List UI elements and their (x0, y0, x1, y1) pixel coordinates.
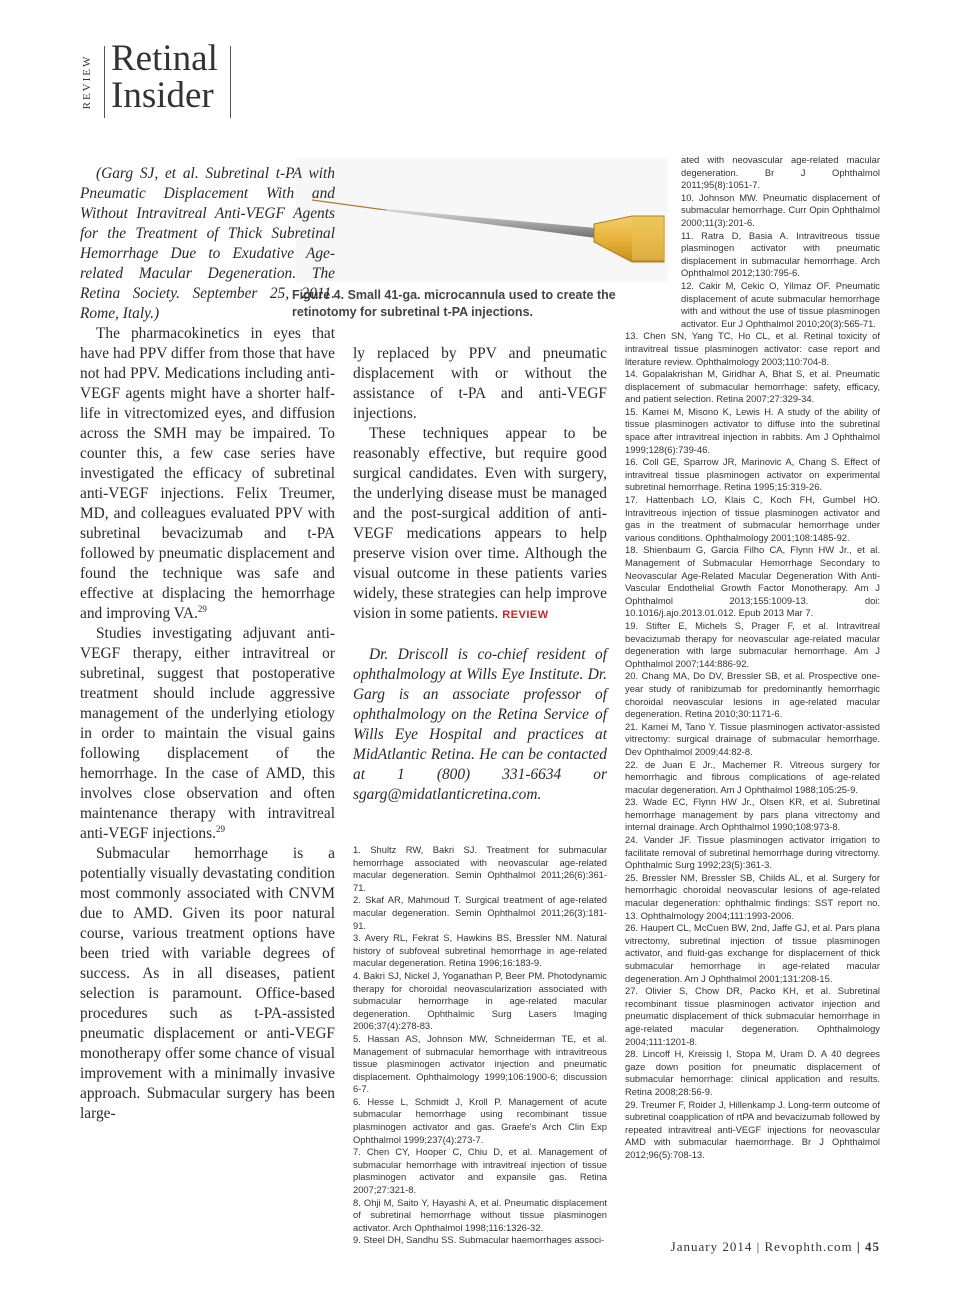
page-footer (671, 1239, 880, 1255)
reference-item: 29. Treumer F, Roider J, Hillenkamp J. Long-term outcome of subretinal coapplication of rtPA and bevacizumab followed by repeated intravitreal anti-VEGF injections for neovascular AMD with submacular haemorrhage. Br J Ophthalmol 2012;96(5):708-13. (625, 1098, 880, 1160)
body-paragraph: Studies investigating adjuvant anti-VEGF therapy, either intravitreal or subretinal, suggest that postoperative treatment should include aggressive management of the underlying etiology in order to maintain the visual gains following displacement of the hemorrhage. In the case of AMD, this involves close observation and often maintenance therapy with intravitreal anti-VEGF injections.$^{29}$ (80, 625, 335, 842)
references-list-col3 (625, 154, 880, 1162)
reference-item: 2. Skaf AR, Mahmoud T. Surgical treatment of age-related macular degeneration. Semin Ophthalmol 2011;26(3):181-91. (353, 894, 607, 931)
website-link[interactable]: Revophth.com (764, 1239, 853, 1254)
reference-item: 13. Chen SN, Yang TC, Ho CL, et al. Retinal toxicity of intravitreal tissue plasminogen activator: case report and literature review. Ophthalmology 2003;110:704-8. (625, 330, 880, 367)
reference-item: 18. Shienbaum G, Garcia Filho CA, Flynn HW Jr., et al. Management of Submacular Hemorrhage Secondary to Neovascular Age-Related Macular Degeneration With Anti-Vascular Endothelial Growth Factor Monotherapy. Am J Ophthalmol 2013;155:1009-13. doi: 10.1016/j.ajo.2013.01.012. Epub 2013 Mar 7. (625, 544, 880, 619)
reference-item: 9. Steel DH, Sandhu SS. Submacular haemorrhages associ- (353, 1234, 605, 1246)
reference-item: 23. Wade EC, Flynn HW Jr., Olsen KR, et al. Subretinal hemorrhage management by pars plana vitrectomy and internal drainage. Arch Ophthalmol 1990;108:973-8. (625, 796, 880, 833)
reference-item: 21. Kamei M, Tano Y. Tissue plasminogen activator-assisted vitrectomy: surgical drainage of submacular hemorrhage. Dev Ophthalmol 2009;44:82-8. (625, 720, 880, 757)
body-paragraph: Submacular hemorrhage is a potentially visually devastating condition most commonly associated with CNVM due to AMD. Given its poor natural course, various treatment options have been tried with variable degrees of success. As in all diseases, patient selection is paramount. Office-based procedures such as t-PA-assisted pneumatic displacement or anti-VEGF monotherapy offer some chance of visual improvement with a minimally invasive approach. Submacular surgery has been large- (80, 845, 335, 1122)
reference-item: 28. Lincoff H, Kreissig I, Stopa M, Uram D. A 40 degrees gaze down position for pneumatic displacement of submacular hemorrhage: clinical application and results. Retina 2008;28:56-9. (625, 1048, 880, 1097)
header-divider-left (104, 46, 105, 118)
issue-date: January 2014 (670, 1239, 753, 1254)
header-divider-right (230, 46, 231, 118)
citation-paragraph: (Garg SJ, et al. Subretinal t-PA with Pneumatic Displacement With and Without Intravitreal Anti-VEGF Agents for the Treatment of Thick Subretinal Hemorrhage Due to Exudative Age-related Macular Degeneration. The Retina Society. September 25, 2011. Rome, Italy.) (80, 165, 335, 322)
section-tag: REVIEW (81, 54, 93, 109)
end-of-article-mark: REVIEW (502, 609, 549, 621)
reference-item: ated with neovascular age-related macular degeneration. Br J Ophthalmol 2011;95(8):1051-7. (681, 154, 880, 191)
reference-item: 24. Vander JF. Tissue plasminogen activator irrigation to facilitate removal of subretinal hemorrhage during vitrectomy. Ophthalmic Surg 1992;23(5):361-3. (625, 834, 880, 871)
reference-item: 12. Cakir M, Cekic O, Yilmaz OF. Pneumatic displacement of acute submacular hemorrhage with and without the use of tissue plasminogen activator. Eur J Ophthalmol 2010;20(3):565-71. (681, 279, 880, 329)
figure-microcannula-image (296, 158, 668, 282)
reference-item: 25. Bressler NM, Bressler SB, Childs AL, et al. Surgery for hemorrhagic choroidal neovascular lesions of age-related macular degeneration: ophthalmic findings: SST report no. 13. Ophthalmology 2004;111:1993-2006. (625, 871, 880, 921)
reference-item: 20. Chang MA, Do DV, Bressler SB, et al. Prospective one-year study of ranibizumab for predominantly hemorrhagic choroidal neovascular lesions in age-related macular degeneration. Retina 2010;30:1171-6. (625, 670, 880, 720)
reference-item: 10. Johnson MW. Pneumatic displacement of submacular hemorrhage. Curr Opin Ophthalmol 2000;11(3):201-6. (681, 191, 880, 228)
author-bio: Dr. Driscoll is co-chief resident of ophthalmology at Wills Eye Institute. Dr. Garg is an associate professor of ophthalmology on the Retina Service of Wills Eye Hospital and practices at MidAtlantic Retina. He can be contacted at 1 (800) 331-6634 or sgarg@midatlanticretina.com. (353, 646, 607, 803)
figure-caption: Figure 4. Small 41-ga. microcannula used to create the retinotomy for subretinal t-PA injections. (292, 288, 616, 319)
body-paragraph: These techniques appear to be reasonably effective, but require good surgical candidates. Even with surgery, the underlying disease must be managed and the post-surgical addition of anti-VEGF medications appears to help preserve vision over time. Although the visual outcome in these patients varies widely, these strategies can help improve vision in some patients. REVIEW (353, 425, 607, 622)
reference-item: 17. Hattenbach LO, Klais C, Koch FH, Gumbel HO. Intravitreous injection of tissue plasminogen activator and gas in the treatment of submacular hemorrhage under various conditions. Ophthalmology 2001;108:1485-92. (625, 494, 880, 543)
reference-item: 26. Haupert CL, McCuen BW, 2nd, Jaffe GJ, et al. Pars plana vitrectomy, subretinal injection of tissue plasminogen activator, and fluid-gas exchange for displacement of thick submacular hemorrhage in age-related macular degeneration. Am J Ophthalmol 2001;131:208-15. (625, 922, 880, 984)
references-list-col2 (353, 844, 607, 1247)
footer-separator: | (756, 1239, 761, 1254)
department-title-line1: Retinal (111, 38, 218, 79)
reference-item: 7. Chen CY, Hooper C, Chiu D, et al. Management of submacular hemorrhage with intravitreal injection of tissue plasminogen activator and expansile gas. Retina 2007;27:321-8. (353, 1146, 607, 1196)
references-beside-figure (625, 154, 880, 330)
reference-item: 15. Kamei M, Misono K, Lewis H. A study of the ability of tissue plasminogen activator to diffuse into the subretinal space after intravitreal injection in rabbits. Am J Ophthalmol 1999;128(6):739-46. (625, 405, 880, 455)
reference-item: 19. Stifter E, Michels S, Prager F, et al. Intravitreal bevacizumab therapy for neovascular age-related macular degeneration with large submacular hemorrhage. Am J Ophthalmol 2007;144:886-92. (625, 619, 880, 669)
reference-item: 11. Ratra D, Basia A. Intravitreous tissue plasminogen activator with pneumatic displacement in submacular hemorrhage. Arch Ophthalmol 2012;130:795-6. (681, 229, 880, 279)
reference-item: 3. Avery RL, Fekrat S, Hawkins BS, Bressler NM. Natural history of subfoveal subretinal hemorrhage in age-related macular degeneration. Retina 1996;16:183-9. (353, 932, 607, 969)
body-column-2 (353, 344, 607, 805)
reference-item: 1. Shultz RW, Bakri SJ. Treatment for submacular hemorrhage associated with neovascular age-related macular degeneration. Semin Ophthalmol 2011;26(6):361-71. (353, 844, 607, 893)
reference-item: 6. Hesse L, Schmidt J, Kroll P. Management of acute submacular hemorrhage using recombinant tissue plasminogen activator and gas. Graefe's Arch Clin Exp Ophthalmol 1999;237(4):273-7. (353, 1095, 607, 1145)
department-title (111, 40, 218, 114)
department-title-line2: Insider (111, 75, 214, 116)
reference-item: 8. Ohji M, Saito Y, Hayashi A, et al. Pneumatic displacement of subretinal hemorrhage without tissue plasminogen activator. Arch Ophthalmol 1998;116:1326-32. (353, 1196, 607, 1233)
body-paragraph: The pharmacokinetics in eyes that have had PPV differ from those that have not had PPV. Medications including anti-VEGF agents might have a shorter half-life in vitrectomized eyes, and diffusion across the SMH may be impaired. To counter this, a few case series have investigated the efficacy of subretinal anti-VEGF injections. Felix Treumer, MD, and colleagues evaluated PPV with subretinal bevacizumab and t-PA followed by pneumatic displacement and found the technique was safe and effective at displacing the hemorrhage and improving VA.$^{29}$ (80, 325, 335, 622)
body-column-1 (80, 164, 335, 1124)
citation-superscript: 29 (215, 823, 225, 834)
reference-item: 27. Olivier S, Chow DR, Packo KH, et al. Subretinal recombinant tissue plasminogen activator injection and pneumatic displacement of thick submacular hemorrhage in age-related macular degeneration. Ophthalmology 2004;111:1201-8. (625, 985, 880, 1047)
reference-item: 5. Hassan AS, Johnson MW, Schneiderman TE, et al. Management of submacular hemorrhage with intravitreous tissue plasminogen activator injection and pneumatic displacement. Ophthalmology 1999;106:1900-6; discussion 6-7. (353, 1032, 607, 1095)
reference-item: 14. Gopalakrishan M, Giridhar A, Bhat S, et al. Pneumatic displacement of submacular hemorrhage: safety, efficacy, and patient selection. Retina 2007;27:329-34. (625, 368, 880, 405)
reference-item: 4. Bakri SJ, Nickel J, Yoganathan P, Beer PM. Photodynamic therapy for choroidal neovascularization associated with submacular hemorrhage in age-related macular degeneration. Ophthalmic Surg Lasers Imaging 2006;37(4):278-83. (353, 969, 607, 1032)
microcannula-illustration (296, 158, 668, 282)
page-number: 45 (865, 1239, 880, 1254)
footer-separator: | (856, 1239, 861, 1254)
reference-item: 22. de Juan E Jr., Machemer R. Vitreous surgery for hemorrhagic and fibrous complications of age-related macular degeneration. Am J Ophthalmol 1988;105:25-9. (625, 758, 880, 795)
citation-superscript: 29 (197, 603, 207, 614)
body-paragraph: ly replaced by PPV and pneumatic displacement with or without the assistance of t-PA and anti-VEGF injections. (353, 345, 607, 422)
reference-item: 16. Coll GE, Sparrow JR, Marinovic A, Chang S. Effect of intravitreal tissue plasminogen activator on experimental subretinal hemorrhage. Retina 1995;15:319-26. (625, 456, 880, 493)
